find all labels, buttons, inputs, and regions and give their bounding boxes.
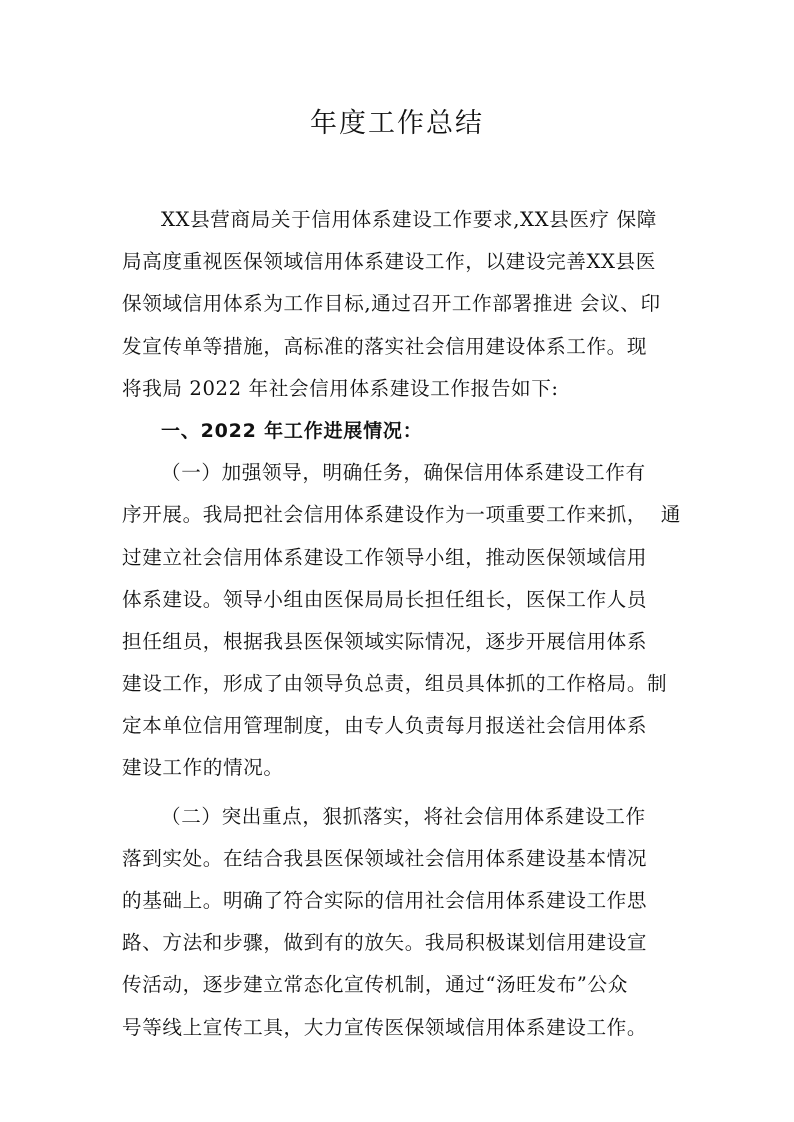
text-line: 序开展。我局把社会信用体系建设作为一项重要工作来抓， 通 bbox=[122, 503, 681, 527]
paragraph-2 bbox=[122, 796, 684, 1049]
text-line: 路、方法和步骤，做到有的放矢。我局积极谋划信用建设宣 bbox=[122, 931, 648, 955]
text-line: 定本单位信用管理制度，由专人负责每月报送社会信用体系 bbox=[122, 714, 648, 738]
text-line: 局高度重视医保领域信用体系建设工作，以建设完善XX县医 bbox=[122, 250, 656, 274]
text-line: 建设工作的情况。 bbox=[122, 756, 284, 780]
text-line: （一）加强领导，明确任务，确保信用体系建设工作有 bbox=[161, 461, 646, 485]
text-line: 将我局 2022 年社会信用体系建设工作报告如下: bbox=[122, 376, 559, 400]
text-line: 建设工作，形成了由领导负总责，组员具体抓的工作格局。制 bbox=[122, 672, 668, 696]
text-line: 保领域信用体系为工作目标,通过召开工作部署推进 会议、印 bbox=[122, 292, 661, 316]
text-line: XX县营商局关于信用体系建设工作要求,XX县医疗 保障 bbox=[161, 208, 657, 231]
text-line: 的基础上。明确了符合实际的信用社会信用体系建设工作思 bbox=[122, 889, 648, 912]
text-line: 体系建设。领导小组由医保局局长担任组长，医保工作人员 bbox=[122, 587, 648, 611]
text-line: 过建立社会信用体系建设工作领导小组，推动医保领域信用 bbox=[122, 545, 648, 569]
document-body bbox=[122, 199, 684, 1049]
text-line: 号等线上宣传工具，大力宣传医保领域信用体系建设工作。 bbox=[122, 1015, 648, 1039]
text-line: 传活动，逐步建立常态化宣传机制，通过“汤旺发布”公众 bbox=[122, 973, 628, 997]
text-line: 落到实处。在结合我县医保领域社会信用体系建设基本情况 bbox=[122, 846, 648, 870]
text-line: 担任组员，根据我县医保领域实际情况，逐步开展信用体系 bbox=[122, 629, 648, 653]
text-line: （二）突出重点，狠抓落实，将社会信用体系建设工作 bbox=[161, 804, 646, 828]
section-heading: 一、2022 年工作进展情况： bbox=[161, 419, 423, 442]
text-line: 发宣传单等措施，高标准的落实社会信用建设体系工作。现 bbox=[122, 334, 648, 358]
document-title: 年度工作总结 bbox=[310, 108, 484, 139]
paragraph-1 bbox=[122, 452, 684, 790]
intro-paragraph bbox=[122, 199, 684, 410]
